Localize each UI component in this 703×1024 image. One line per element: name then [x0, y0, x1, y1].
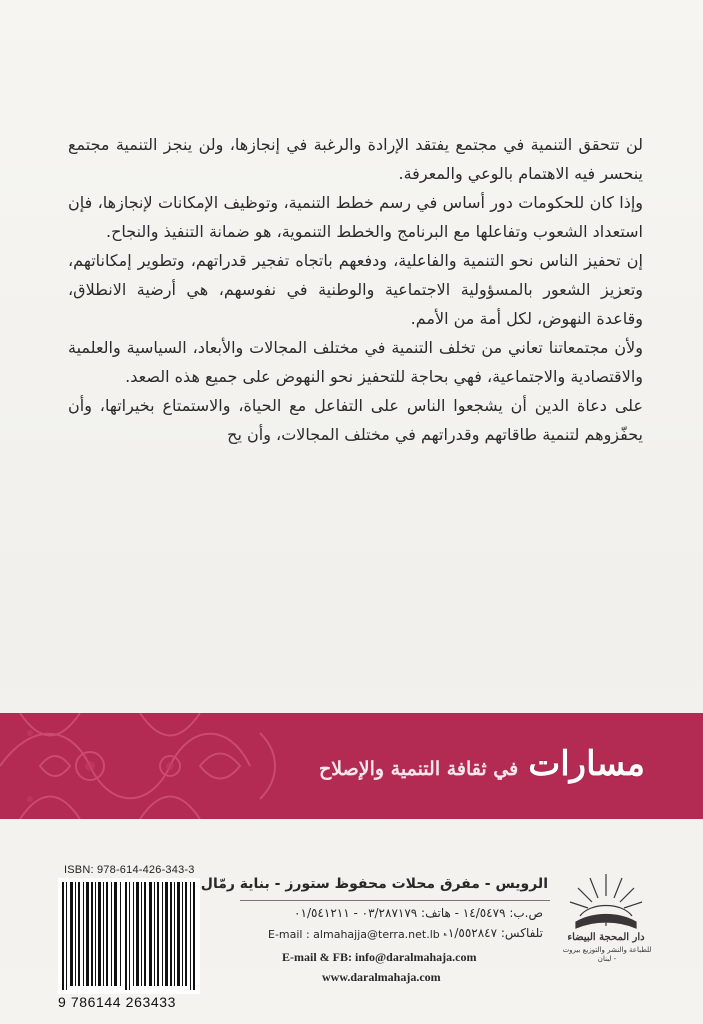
- blurb-paragraph-1: لن تتحقق التنمية في مجتمع يفتقد الإرادة والرغبة في إنجازها، ولن ينجز التنمية مجتمع ينحسر فيه الاهتمام بالوعي والمعرفة.: [68, 135, 643, 183]
- divider: [240, 900, 550, 901]
- publisher-phone: ص.ب: ١٤/٥٤٧٩ - هاتف: ٠٣/٢٨٧١٧٩ - ٠١/٥٤١٢١١: [294, 906, 543, 920]
- publisher-fax: تلفاكس: ٠١/٥٥٢٨٤٧: [441, 926, 543, 940]
- blurb-paragraph-4: ولأن مجتمعاتنا تعاني من تخلف التنمية في مختلف المجالات والأبعاد، السياسية والعلمية والاقتصادية والاجتماعية، فهي بحاجة للتحفيز نحو النهوض على جميع هذه الصعد.: [68, 338, 643, 386]
- arabesque-ornament-icon: [0, 713, 300, 819]
- series-title: [319, 744, 645, 784]
- publisher-address: الرويس - مفرق محلات محفوظ ستورز - بناية رمّال: [200, 876, 548, 892]
- publisher-logo-subtitle: للطباعة والنشر والتوزيع بيروت - لبنان: [562, 946, 652, 963]
- barcode-icon: [58, 878, 200, 994]
- publisher-email-fb: E-mail & FB: info@daralmahaja.com: [282, 950, 477, 964]
- isbn-label: ISBN: 978-614-426-343-3: [64, 864, 195, 876]
- barcode-number: 9 786144 263433: [58, 994, 176, 1010]
- blurb-paragraph-2: وإذا كان للحكومات دور أساس في رسم خطط التنمية، وتوظيف الإمكانات لإنجازها، فإن استعداد الشعوب وتفاعلها مع البرنامج والخطط التنموية، هو ضمانة التنفيذ والنجاح.: [68, 193, 643, 241]
- series-main-title: مسارات: [528, 744, 645, 784]
- publisher-email: E-mail : almahajja@terra.net.lb -: [268, 928, 448, 941]
- series-subtitle: في ثقافة التنمية والإصلاح: [319, 758, 519, 780]
- publisher-website: www.daralmahaja.com: [322, 970, 441, 984]
- blurb-paragraph-5: على دعاة الدين أن يشجعوا الناس على التفاعل مع الحياة، والاستمتاع بخيراتها، وأن يحفّزوهم لتنمية طاقاتهم وقدراتهم في مختلف المجالات، وأن يح: [68, 396, 643, 444]
- blurb-paragraph-3: إن تحفيز الناس نحو التنمية والفاعلية، ودفعهم باتجاه تفجير قدراتهم، وتطوير إمكاناتهم، وتعزيز الشعور بالمسؤولية الاجتماعية والوطنية في نفوسهم، هي أرضية الانطلاق، وقاعدة النهوض، لكل أمة من الأمم.: [68, 251, 643, 328]
- blurb-text: [68, 130, 643, 449]
- publisher-logo-name: دار المحجة البيضاء: [567, 932, 645, 943]
